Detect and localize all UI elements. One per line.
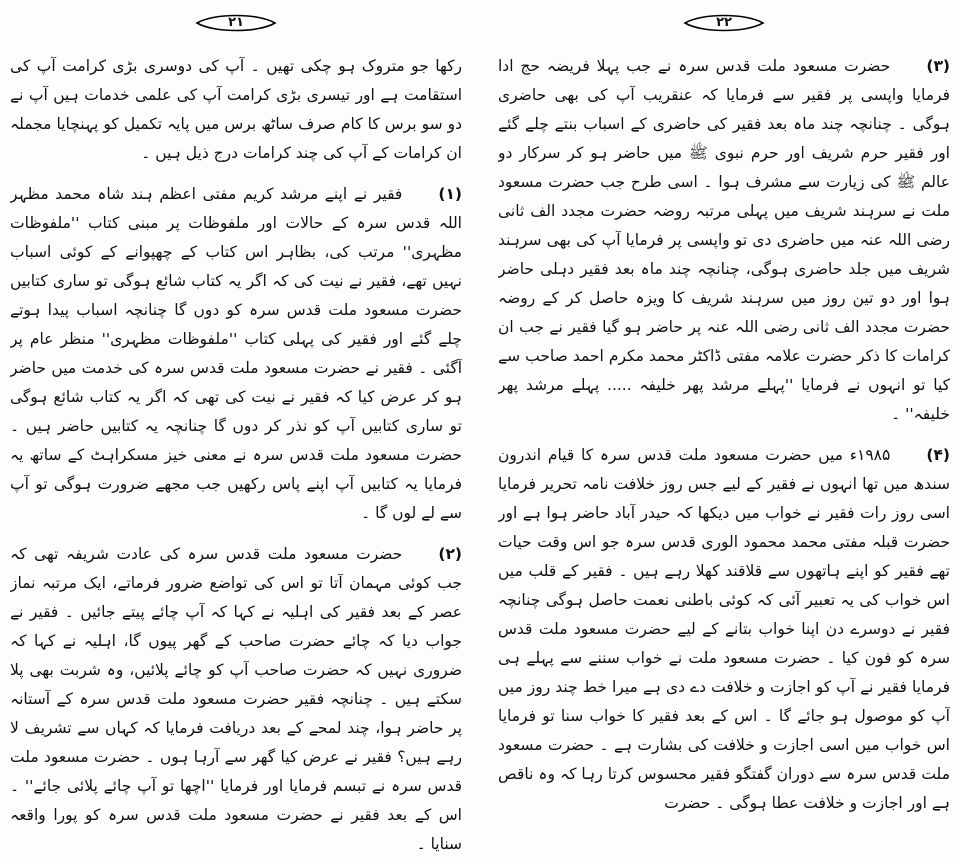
- paragraph: [10, 540, 462, 858]
- paragraph-text: فقیر نے اپنے مرشد کریم مفتی اعظم ہند شاہ محمد مظہر اللہ قدس سرہ کے حالات اور ملفوظات پر مبنی کتاب ''ملفوظات مظہری'' مرتب کی، بظاہر اس کتاب کے چھپوانے کے کوئی اسباب نہیں تھے، فقیر نے نیت کی کہ اگر یہ کتاب شائع ہوگی تو ساری کتابیں حضرت مسعود ملت قدس سرہ کو دوں گا چنانچہ اسباب پیدا ہوتے چلے گئے اور فقیر کی پہلی کتاب ''ملفوظات مظہری'' منظر عام پر آگئی ۔ فقیر نے حضرت مسعود ملت قدس سرہ کی خدمت میں حاضر ہو کر عرض کیا کہ فقیر نے نیت کی تھی کہ اگر یہ کتاب شائع ہوگی تو ساری کتابیں آپ کو نذر کر دوں گا چنانچہ یہ کتابیں حاضر ہیں ۔ حضرت مسعود ملت قدس سرہ نے معنی خیز مسکراہٹ کے ساتھ یہ فرمایا یہ کتابیں آپ اپنے پاس رکھیں جب مجھے ضرورت ہوگی تو آپ سے لے لوں گا ۔: [10, 185, 462, 522]
- paragraph-text: حضرت مسعود ملت قدس سرہ کی عادت شریفہ تھی کہ جب کوئی مہمان آتا تو اس کی تواضع ضرور فرماتے، ایک مرتبہ نماز عصر کے بعد فقیر کی اہلیہ نے کہا کہ آپ چائے پیتے جائیں ۔ فقیر نے جواب دیا کہ چائے حضرت صاحب کے گھر پیوں گا، اہلیہ نے کہا کہ ضروری نہیں کہ حضرت صاحب آپ کو چائے پلائیں، وہ شربت بھی پلا سکتے ہیں ۔ چنانچہ فقیر حضرت مسعود ملت قدس سرہ کے آستانہ پر حاضر ہوا، چند لمحے کے بعد دریافت فرمایا کہ کہاں سے تشریف لا رہے ہیں؟ فقیر نے عرض کیا گھر سے آرہا ہوں ۔ حضرت مسعود ملت قدس سرہ نے تبسم فرمایا اور فرمایا ''اچھا تو آپ چائے پلائی جائے'' ۔ اس کے بعد فقیر نے حضرت مسعود ملت قدس سرہ کو پورا واقعہ سنایا ۔: [10, 545, 462, 853]
- paragraph-marker: (۴): [926, 446, 950, 464]
- page-22-body: [498, 52, 950, 818]
- paragraph-marker: (۱): [438, 185, 462, 203]
- page-21-body: [10, 52, 462, 858]
- page-21: [10, 8, 462, 858]
- paragraph: [498, 52, 950, 429]
- paragraph-text: ۱۹۸۵ء میں حضرت مسعود ملت قدس سرہ کا قیام اندرون سندھ میں تھا انہوں نے فقیر کے لیے جس روز خلافت نامہ تحریر فرمایا اسی روز رات فقیر نے خواب میں دیکھا کہ حیدر آباد حاضر ہوا ہے اور حضرت قبلہ مفتی محمد محمود الوری قدس سرہ جو اس وقت حیات تھے فقیر کو اپنے ہاتھوں سے قلاقند کھلا رہے ہیں ۔ فقیر کے قلب میں اس خواب کی یہ تعبیر آئی کہ کوئی باطنی نعمت حاصل ہوگی چنانچہ فقیر نے دوسرے دن اپنا خواب بتانے کے لیے حضرت مسعود ملت قدس سرہ کو فون کیا ۔ حضرت مسعود ملت نے خواب سننے سے پہلے ہی فرمایا فقیر نے آپ کو اجازت و خلافت دے دی ہے میرا خط چند روز میں آپ کو موصول ہو جائے گا ۔ اس کے بعد فقیر کا خواب سنا تو فرمایا اس خواب میں اسی اجازت و خلافت کی بشارت ہے ۔ حضرت مسعود ملت قدس سرہ سے دوران گفتگو فقیر محسوس کرتا رہا کہ وہ ناقص ہے اور اجازت و خلافت عطا ہوگی ۔ حضرت: [498, 446, 950, 812]
- page-21-header: [10, 10, 462, 42]
- paragraph: [10, 52, 462, 168]
- paragraph-text: رکھا جو متروک ہو چکی تھیں ۔ آپ کی دوسری بڑی کرامت آپ کی استقامت ہے اور تیسری بڑی کرامت آپ کی علمی خدمات ہیں آپ نے دو سو برس کا کام صرف ساٹھ برس میں پایہ تکمیل کو پہنچایا مجملہ ان کرامات کے آپ کی چند کرامات درج ذیل ہیں ۔: [10, 57, 462, 162]
- page-22: [498, 8, 950, 858]
- page-number-cartouche-icon: [194, 10, 278, 36]
- paragraph: [10, 180, 462, 528]
- paragraph-text: حضرت مسعود ملت قدس سرہ نے جب پہلا فریضہ حج ادا فرمایا واپسی پر فقیر سے فرمایا کہ عنقریب آپ کی بھی حاضری ہوگی ۔ چنانچہ چند ماہ بعد فقیر کی حاضری کے اسباب بنتے چلے گئے اور فقیر حرم شریف اور حرم نبوی ﷺ میں حاضر ہو کر سرکار دو عالم ﷺ کی زیارت سے مشرف ہوا ۔ اسی طرح جب حضرت مسعود ملت نے سرہند شریف میں پہلی مرتبہ روضہ حضرت مجدد الف ثانی رضی اللہ عنہ میں حاضری دی تو واپسی پر فرمایا آپ کی بھی سرہند شریف میں جلد حاضری ہوگی، چنانچہ چند ماہ بعد فقیر دہلی حاضر ہوا اور دو تین روز میں سرہند شریف کا ویزہ حاصل کر کے روضہ حضرت مجدد الف ثانی رضی اللہ عنہ پر حاضر ہو گیا فقیر نے جب ان کرامات کا ذکر حضرت علامہ مفتی ڈاکٹر محمد مکرم احمد صاحب سے کیا تو انہوں نے فرمایا ''پہلے مرشد پھر خلیفہ ..... پہلے مرشد پھر خلیفہ'' ۔: [498, 57, 950, 423]
- page-number: ۲۲: [716, 15, 732, 30]
- paragraph-marker: (۲): [438, 545, 462, 563]
- paragraph-marker: (۳): [926, 57, 950, 75]
- page-number-cartouche-icon: [682, 10, 766, 36]
- page-22-header: [498, 10, 950, 42]
- page-number: ۲۱: [228, 15, 244, 30]
- paragraph: [498, 441, 950, 818]
